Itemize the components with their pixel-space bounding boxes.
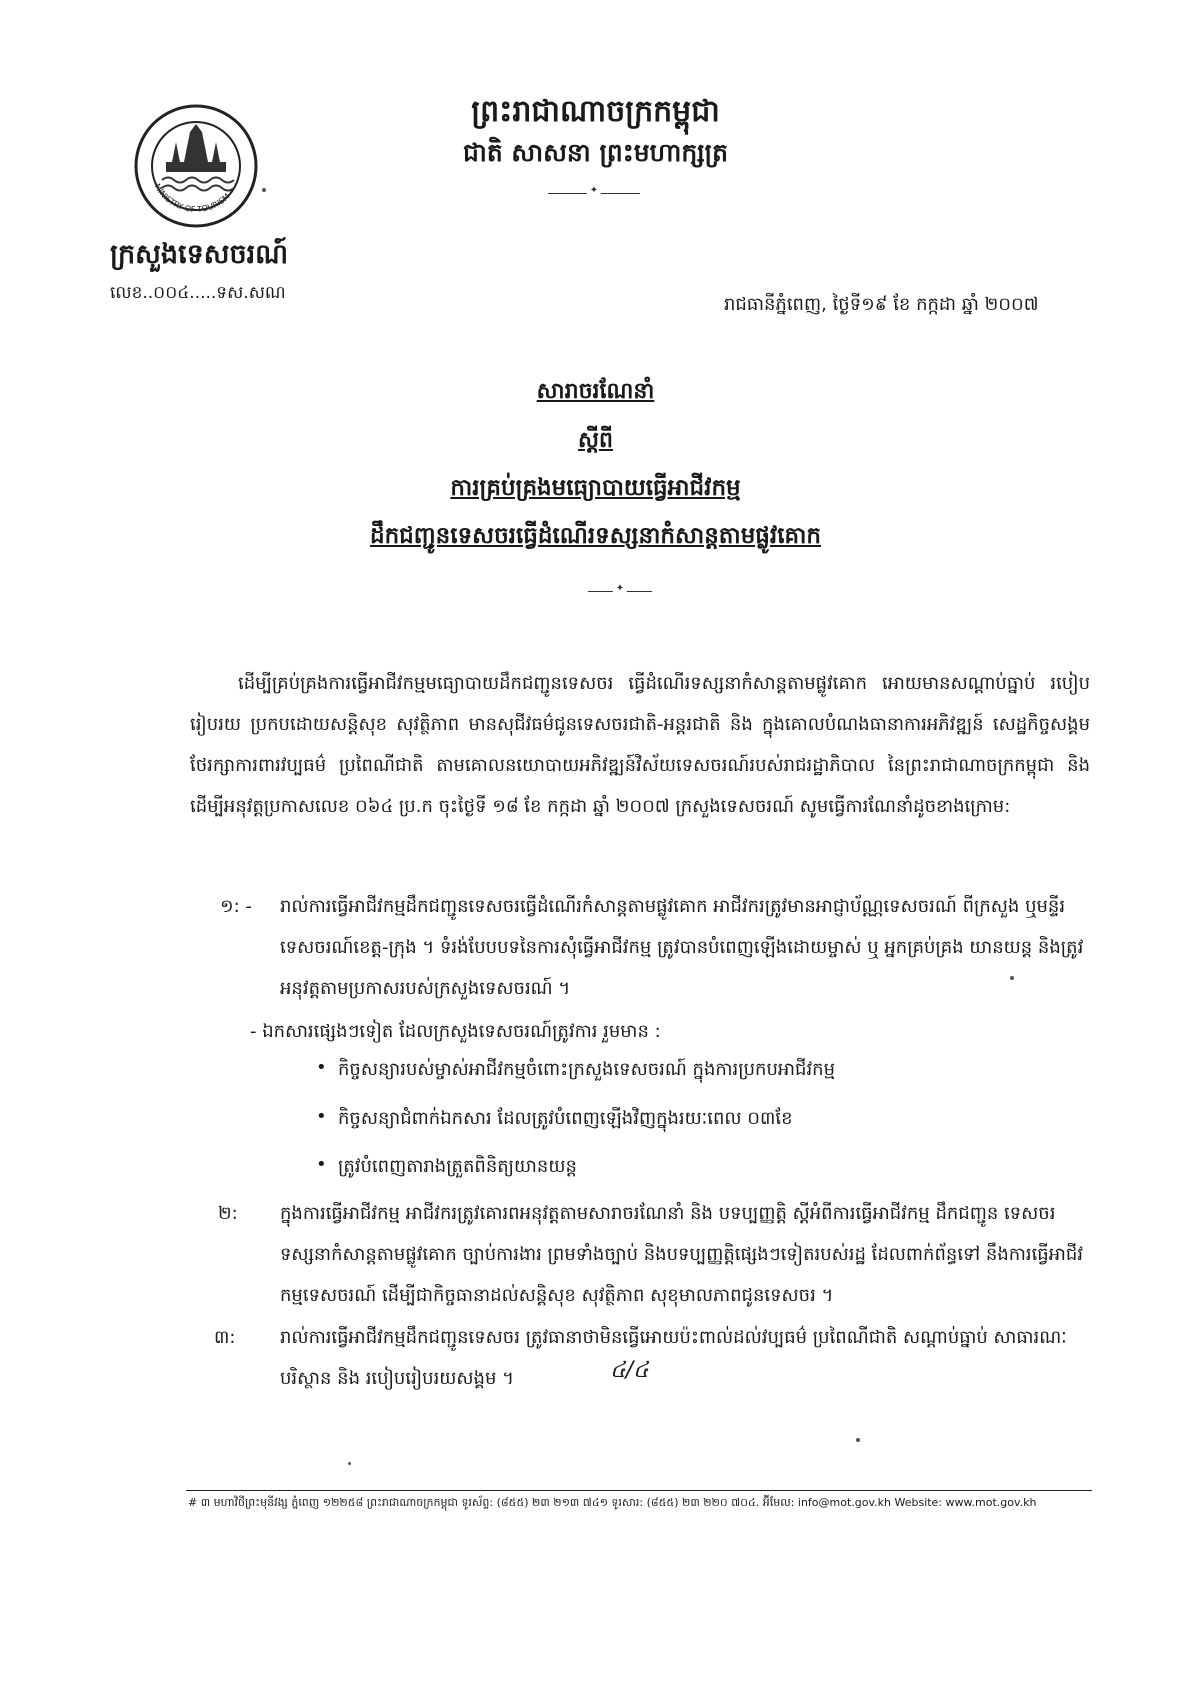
- item-1-number: ១: -: [220, 896, 252, 917]
- bullet-icon: •: [316, 1106, 327, 1127]
- reference-number: លេខ..០០៤.....ទស.សណ: [110, 283, 286, 303]
- subject-line-1: ការគ្រប់គ្រងមធ្យោបាយធ្វើអាជីវកម្ម: [450, 475, 741, 501]
- seal-text: MINISTRY OF TOURISM: [152, 182, 232, 215]
- footer-address: # ៣ មហាវិថីព្រះមុនីវង្ស ភ្នំពេញ ១២២៥៨ ព្រះរាជាណាចក្រកម្ពុជា ទូរស័ព្ទ: (៨៥៥) ២៣ ២១៣ ៧៤១ ទូរសារ: (៨៥៥) ២៣ ២២០ ៧០៤. អ៊ីមែល: info@mot.gov.kh Website: www.mot.gov.kh: [188, 1496, 1037, 1509]
- item-1-sub-heading: - ឯកសារផ្សេងៗទៀត ដែលក្រសួងទេសចរណ៍ត្រូវការ រួមមាន :: [250, 1021, 661, 1042]
- subject-label: ស្តីពី: [578, 428, 613, 453]
- bullet-icon: •: [316, 1154, 327, 1175]
- bullet-item: កិច្ចសន្យាជំពាក់ឯកសារ ដែលត្រូវបំពេញឡើងវិញក្នុងរយៈពេល ០៣ខែ: [338, 1108, 793, 1129]
- scan-speck: [856, 1438, 860, 1442]
- ministry-name: ក្រសួងទេសចរណ៍: [110, 239, 289, 270]
- header-ornament-divider: [548, 193, 640, 195]
- intro-paragraph: ដើម្បីគ្រប់គ្រងការធ្វើអាជីវកម្មមធ្យោបាយដឹកជញ្ជូនទេសចរ ធ្វើដំណើរទស្សនាកំសាន្តតាមផ្លូវគោក អោយមានសណ្តាប់ធ្នាប់ របៀបរៀបរយ ប្រកបដោយសន្តិសុខ សុវត្ថិភាព មានសុជីវធម៌ជូនទេសចរជាតិ-អន្តរជាតិ និង ក្នុងគោលបំណងធានាការអភិវឌ្ឍន៍ សេដ្ឋកិច្ចសង្គម ថែរក្សាការពារវប្បធម៌ ប្រពៃណីជាតិ តាមគោលនយោបាយអភិវឌ្ឍន៍វិស័យទេសចរណ៍របស់រាជរដ្ឋាភិបាល នៃព្រះរាជាណាចក្រកម្ពុជា និងដើម្បីអនុវត្តប្រកាសលេខ ០៦៤ ប្រ.ក ចុះថ្ងៃទី ១៨ ខែ កក្កដា ឆ្នាំ ២០០៧ ក្រសួងទេសចរណ៍ សូមធ្វើការណែនាំដូចខាងក្រោម:: [190, 673, 1090, 817]
- kingdom-title: ព្រះរាជាណាចក្រកម្ពុជា: [471, 94, 720, 129]
- item-1-text: រាល់ការធ្វើអាជីវកម្មដឹកជញ្ជូនទេសចរធ្វើដំណើរកំសាន្តតាមផ្លូវគោក អាជីវករត្រូវមានអាជ្ញាប័ណ្ណទេសចរណ៍ ពីក្រសួង ឬមន្ទីរទេសចរណ៍ខេត្ត-ក្រុង ។ ទំរង់បែបបទនៃការសុំធ្វើអាជីវកម្ម ត្រូវបានបំពេញឡើងដោយម្ចាស់ ឬ អ្នកគ្រប់គ្រង យានយន្ត និងត្រូវអនុវត្តតាមប្រកាសរបស់ក្រសួងទេសចរណ៍ ។: [280, 896, 1084, 999]
- title-ornament-divider: [588, 591, 652, 593]
- item-3-text: រាល់ការធ្វើអាជីវកម្មដឹកជញ្ជូនទេសចរ ត្រូវធានាថាមិនធ្វើអោយប៉ះពាល់ដល់វប្បធម៌ ប្រពៃណីជាតិ សណ្តាប់ធ្នាប់ សាធារណៈ បរិស្ថាន និង របៀបរៀបរយសង្គម ។: [280, 1327, 1067, 1389]
- bullet-item: ត្រូវបំពេញតារាងត្រួតពិនិត្យយានយន្ត: [338, 1156, 577, 1177]
- national-motto: ជាតិ សាសនា ព្រះមហាក្សត្រ: [463, 138, 728, 167]
- subject-line-2: ដឹកជញ្ជូនទេសចរធ្វើដំណើរទស្សនាកំសាន្តតាមផ្លូវគោក: [369, 523, 821, 549]
- bullet-icon: •: [316, 1057, 327, 1078]
- handwritten-initials: ៤/៤: [610, 1358, 649, 1383]
- scan-speck: [262, 188, 266, 192]
- scan-speck: [1010, 976, 1014, 980]
- issue-date: រាជធានីភ្នំពេញ, ថ្ងៃទី១៩ ខែ កក្កដា ឆ្នាំ ២០០៧: [724, 294, 1039, 315]
- item-3-number: ៣:: [214, 1327, 236, 1348]
- bullet-item: កិច្ចសន្យារបស់ម្ចាស់អាជីវកម្មចំពោះក្រសួងទេសចរណ៍ ក្នុងការប្រកបអាជីវកម្ម: [338, 1059, 836, 1080]
- scan-speck: [348, 1462, 351, 1465]
- document-type-title: សារាចរណែនាំ: [536, 379, 655, 404]
- item-2-number: ២:: [218, 1203, 238, 1224]
- item-2-text: ក្នុងការធ្វើអាជីវកម្ម អាជីវករត្រូវគោរពអនុវត្តតាមសារាចរណែនាំ និង បទប្បញ្ញត្តិ ស្តីអំពីការធ្វើអាជីវកម្ម ដឹកជញ្ជូន ទេសចរទស្សនាកំសាន្តតាមផ្លូវគោក ច្បាប់ការងារ ព្រមទាំងច្បាប់ និងបទប្បញ្ញត្តិផ្សេងៗទៀតរបស់រដ្ឋ ដែលពាក់ព័ន្ធទៅ នឹងការធ្វើអាជីវកម្មទេសចរណ៍ ដើម្បីជាកិច្ចធានាដល់សន្តិសុខ សុវត្ថិភាព សុខុមាលភាពជូនទេសចរ ។: [280, 1203, 1084, 1306]
- footer-divider: [186, 1490, 1092, 1491]
- ministry-of-tourism-seal-icon: [132, 102, 260, 230]
